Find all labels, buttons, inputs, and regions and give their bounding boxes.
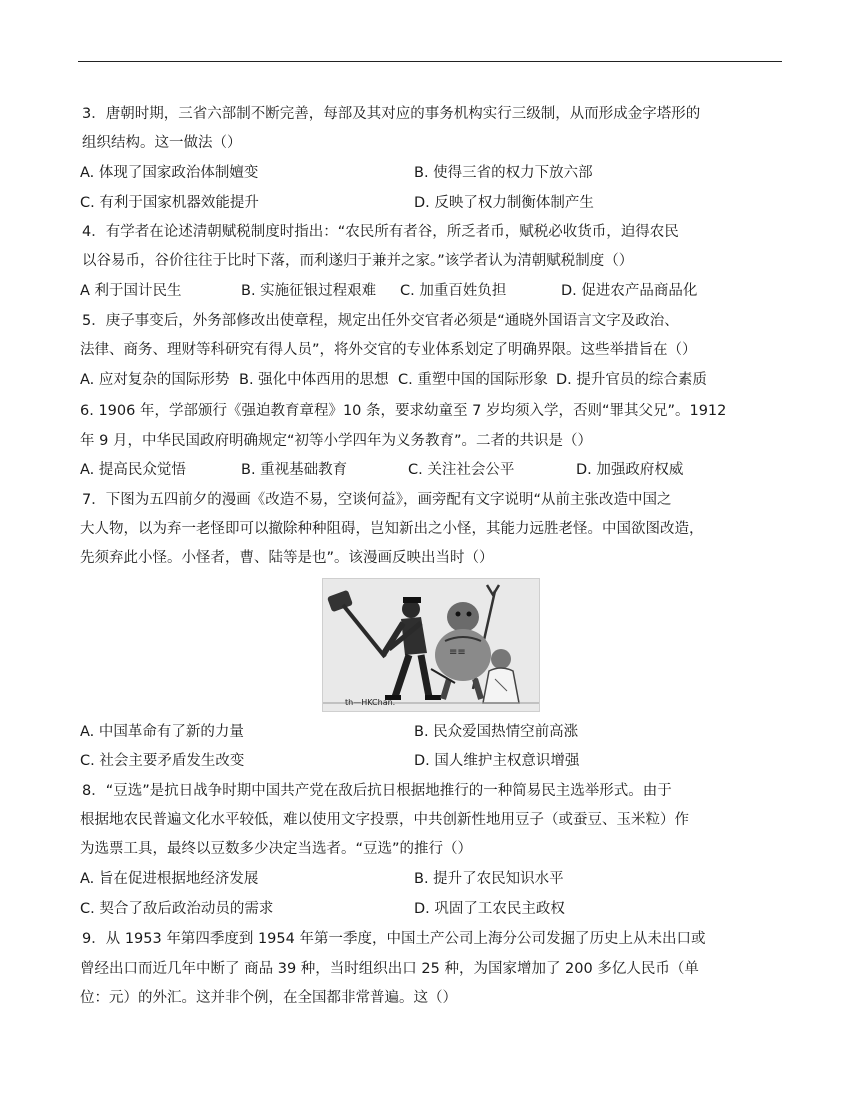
q5-stem-line-2: 法律、商务、理财等科研究有得人员”，将外交官的专业体系划定了明确界限。这些举措旨在（） xyxy=(80,342,697,358)
q5-option-b[interactable]: B. 强化中体西用的思想 xyxy=(239,372,389,388)
q6-option-d[interactable]: D. 加强政府权威 xyxy=(576,462,684,478)
q8-option-d[interactable]: D. 巩固了工农民主政权 xyxy=(414,901,565,917)
q4-stem-line-1: 4．有学者在论述清朝赋税制度时指出：“农民所有者谷，所乏者币，赋税必收货币，迫得农民 xyxy=(82,224,679,240)
q6-option-b[interactable]: B. 重视基础教育 xyxy=(241,462,348,478)
q9-stem-line-3: 位：元）的外汇。这并非个例，在全国都非常普遍。这（） xyxy=(80,990,457,1006)
q6-option-a[interactable]: A. 提高民众觉悟 xyxy=(80,462,186,478)
cartoon-drawing xyxy=(323,579,539,711)
q4-option-d[interactable]: D. 促进农产品商品化 xyxy=(561,283,698,299)
q5-stem-line-1: 5．庚子事变后，外务部修改出使章程，规定出任外交官者必须是“通晓外国语言文字及政治、 xyxy=(82,313,679,329)
q3-stem-line-2: 组织结构。这一做法（） xyxy=(82,135,242,151)
q3-option-c[interactable]: C. 有利于国家机器效能提升 xyxy=(80,195,259,211)
q7-option-d[interactable]: D. 国人维护主权意识增强 xyxy=(414,753,580,769)
q8-stem-line-2: 根据地农民普遍文化水平较低，难以使用文字投票，中共创新性地用豆子（或蚕豆、玉米粒）作 xyxy=(80,812,689,828)
svg-text:≡≡: ≡≡ xyxy=(449,647,466,658)
q5-option-a[interactable]: A. 应对复杂的国际形势 xyxy=(80,372,230,388)
cartoon-image xyxy=(322,578,540,712)
q6-stem-line-1: 6. 1906 年，学部颁行《强迫教育章程》10 条，要求幼童至 7 岁均须入学，否则“罪其父兄”。1912 xyxy=(80,403,727,419)
q5-option-d[interactable]: D. 提升官员的综合素质 xyxy=(556,372,707,388)
q3-option-b[interactable]: B. 使得三省的权力下放六部 xyxy=(414,165,593,181)
q7-option-c[interactable]: C. 社会主要矛盾发生改变 xyxy=(80,753,245,769)
q3-option-a[interactable]: A. 体现了国家政治体制嬗变 xyxy=(80,165,259,181)
q5-option-c[interactable]: C. 重塑中国的国际形象 xyxy=(398,372,548,388)
q4-option-b[interactable]: B. 实施征银过程艰难 xyxy=(241,283,377,299)
q7-stem-line-2: 大人物，以为弃一老怪即可以撤除种种阻碍，岂知新出之小怪，其能力远胜老怪。中国欲图改造， xyxy=(80,521,704,537)
q6-option-c[interactable]: C. 关注社会公平 xyxy=(408,462,515,478)
q7-stem-line-3: 先须弃此小怪。小怪者，曹、陆等是也”。该漫画反映出当时（） xyxy=(80,550,494,566)
q4-option-a[interactable]: A 利于国计民生 xyxy=(80,283,182,299)
q9-stem-line-1: 9．从 1953 年第四季度到 1954 年第一季度，中国土产公司上海分公司发掘了历史上从未出口或 xyxy=(82,931,706,947)
q6-stem-line-2: 年 9 月，中华民国政府明确规定“初等小学四年为义务教育”。二者的共识是（） xyxy=(80,433,592,449)
header-rule xyxy=(78,61,782,62)
q9-stem-line-2: 曾经出口而近几年中断了 商品 39 种，当时组织出口 25 种，为国家增加了 200 多亿人民币（单 xyxy=(80,961,699,977)
q7-option-b[interactable]: B. 民众爱国热情空前高涨 xyxy=(414,724,579,740)
q8-stem-line-3: 为选票工具，最终以豆数多少决定当选者。“豆选”的推行（） xyxy=(80,841,473,857)
q4-option-c[interactable]: C. 加重百姓负担 xyxy=(400,283,507,299)
cartoon-caption: th—HKChan. xyxy=(345,698,396,707)
q3-option-d[interactable]: D. 反映了权力制衡体制产生 xyxy=(414,195,594,211)
q3-stem-line-1: 3．唐朝时期，三省六部制不断完善，每部及其对应的事务机构实行三级制，从而形成金字塔形的 xyxy=(82,106,701,122)
q4-stem-line-2: 以谷易币，谷价往往于比时下落，而利遂归于兼并之家。”该学者认为清朝赋税制度（） xyxy=(82,253,634,269)
q7-stem-line-1: 7．下图为五四前夕的漫画《改造不易，空谈何益》，画旁配有文字说明“从前主张改造中国之 xyxy=(82,492,672,508)
q8-stem-line-1: 8．“豆选”是抗日战争时期中国共产党在敌后抗日根据地推行的一种简易民主选举形式。由于 xyxy=(82,783,672,799)
q8-option-b[interactable]: B. 提升了农民知识水平 xyxy=(414,871,564,887)
q8-option-a[interactable]: A. 旨在促进根据地经济发展 xyxy=(80,871,259,887)
q8-option-c[interactable]: C. 契合了敌后政治动员的需求 xyxy=(80,901,274,917)
q7-option-a[interactable]: A. 中国革命有了新的力量 xyxy=(80,724,244,740)
